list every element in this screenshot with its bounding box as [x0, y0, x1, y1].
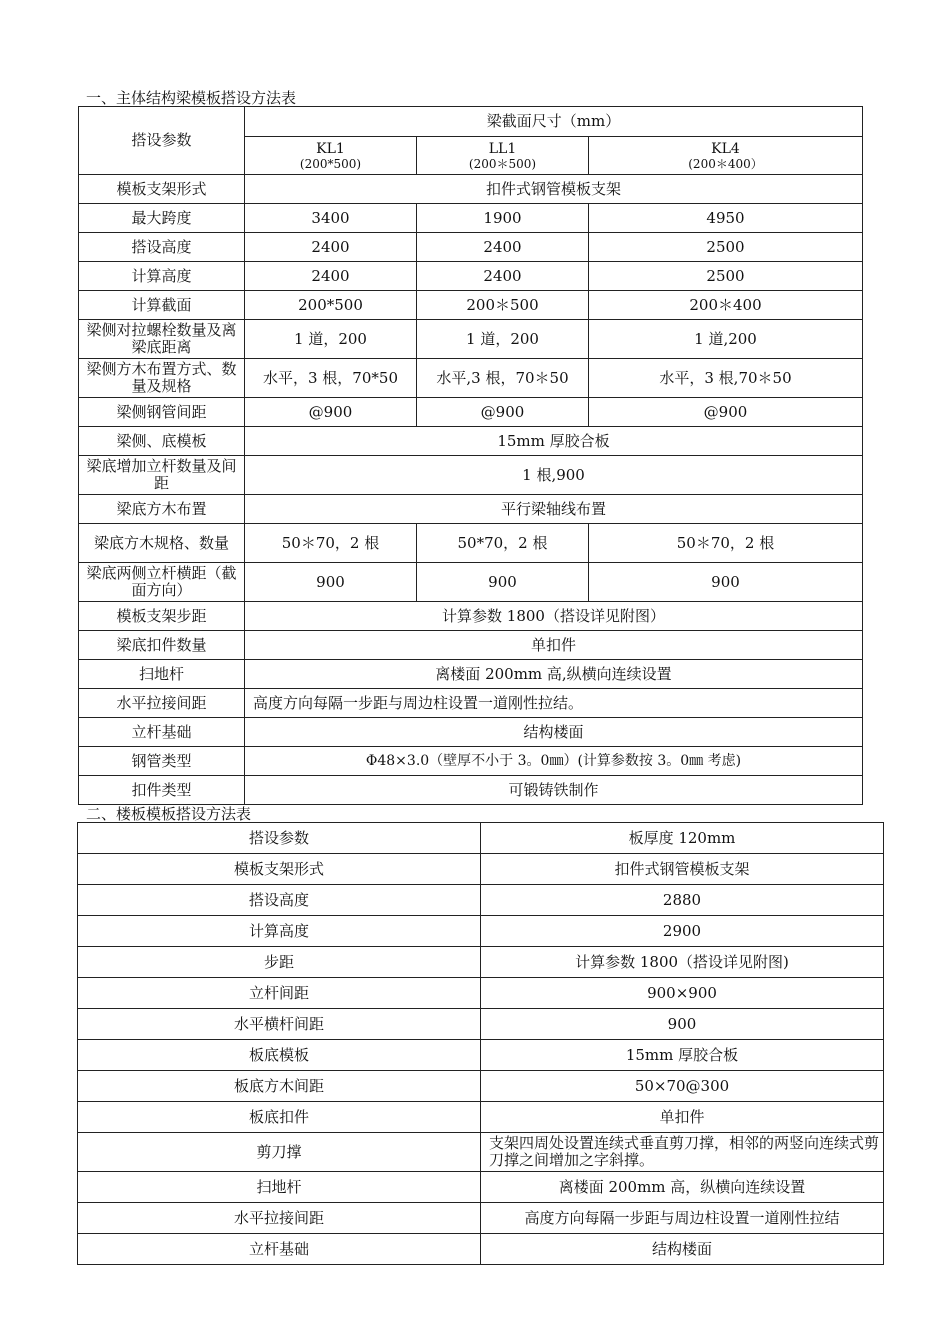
row-label: 梁侧、底模板 — [79, 427, 245, 456]
row-label: 最大跨度 — [79, 204, 245, 233]
cell-value: 900 — [417, 563, 589, 602]
param-header: 搭设参数 — [79, 107, 245, 175]
cell-value: 水平,3 根，70＊50 — [417, 359, 589, 398]
cell-value: 2400 — [417, 233, 589, 262]
row-label: 钢管类型 — [79, 747, 245, 776]
size-header: 梁截面尺寸（mm） — [245, 107, 863, 137]
row-value: 2880 — [481, 885, 884, 916]
row-span-value: 单扣件 — [245, 631, 863, 660]
cell-value: 水平，3 根,70＊50 — [589, 359, 863, 398]
row-label: 立杆间距 — [78, 978, 481, 1009]
cell-value: 200＊500 — [417, 291, 589, 320]
row-label: 剪刀撑 — [78, 1133, 481, 1172]
cell-value: 50＊70，2 根 — [589, 524, 863, 563]
section1-title: 一、主体结构梁模板搭设方法表 — [86, 89, 297, 107]
row-label: 板底模板 — [78, 1040, 481, 1071]
row-label: 扫地杆 — [78, 1172, 481, 1203]
row-span-value: 离楼面 200mm 高,纵横向连续设置 — [245, 660, 863, 689]
cell-value: 900 — [245, 563, 417, 602]
row-label: 扣件类型 — [79, 776, 245, 805]
row-value: 扣件式钢管模板支架 — [481, 854, 884, 885]
row-label: 模板支架形式 — [79, 175, 245, 204]
row-value: 板厚度 120mm — [481, 823, 884, 854]
cell-value: 50*70，2 根 — [417, 524, 589, 563]
row-label: 模板支架形式 — [78, 854, 481, 885]
cell-value: @900 — [589, 398, 863, 427]
cell-value: 2400 — [245, 233, 417, 262]
cell-value: 2500 — [589, 233, 863, 262]
row-value: 结构楼面 — [481, 1234, 884, 1265]
row-label: 立杆基础 — [78, 1234, 481, 1265]
cell-value: 3400 — [245, 204, 417, 233]
row-value: 900 — [481, 1009, 884, 1040]
cell-value: 200＊400 — [589, 291, 863, 320]
row-value: 50×70@300 — [481, 1071, 884, 1102]
row-span-value: 高度方向每隔一步距与周边柱设置一道刚性拉结。 — [245, 689, 863, 718]
cell-value: 1 道，200 — [245, 320, 417, 359]
cell-value: @900 — [417, 398, 589, 427]
row-label: 搭设高度 — [78, 885, 481, 916]
row-span-value: 1 根,900 — [245, 456, 863, 495]
row-span-value: Φ48×3.0（壁厚不小于 3。0㎜）(计算参数按 3。0㎜ 考虑) — [245, 747, 863, 776]
cell-value: @900 — [245, 398, 417, 427]
row-span-value: 平行梁轴线布置 — [245, 495, 863, 524]
row-label: 板底方木间距 — [78, 1071, 481, 1102]
row-label: 板底扣件 — [78, 1102, 481, 1133]
row-span-value: 结构楼面 — [245, 718, 863, 747]
row-label: 扫地杆 — [79, 660, 245, 689]
cell-value: 水平，3 根，70*50 — [245, 359, 417, 398]
row-label: 梁底方木布置 — [79, 495, 245, 524]
row-span-value: 15mm 厚胶合板 — [245, 427, 863, 456]
row-label: 计算截面 — [79, 291, 245, 320]
row-value: 计算参数 1800（搭设详见附图) — [481, 947, 884, 978]
row-span-value: 扣件式钢管模板支架 — [245, 175, 863, 204]
row-label: 搭设高度 — [79, 233, 245, 262]
row-label: 梁底两侧立杆横距（截面方向） — [79, 563, 245, 602]
row-label: 水平拉接间距 — [78, 1203, 481, 1234]
row-label: 计算高度 — [78, 916, 481, 947]
cell-value: 4950 — [589, 204, 863, 233]
cell-value: 2400 — [245, 262, 417, 291]
cell-value: 2500 — [589, 262, 863, 291]
column-kl1: KL1 (200*500) — [245, 137, 417, 175]
row-label: 梁底增加立杆数量及间距 — [79, 456, 245, 495]
cell-value: 50＊70，2 根 — [245, 524, 417, 563]
row-label: 梁底方木规格、数量 — [79, 524, 245, 563]
cell-value: 200*500 — [245, 291, 417, 320]
row-span-value: 可锻铸铁制作 — [245, 776, 863, 805]
row-label: 梁侧钢管间距 — [79, 398, 245, 427]
row-value: 2900 — [481, 916, 884, 947]
row-span-value: 计算参数 1800（搭设详见附图） — [245, 602, 863, 631]
row-value: 单扣件 — [481, 1102, 884, 1133]
row-value: 900×900 — [481, 978, 884, 1009]
cell-value: 2400 — [417, 262, 589, 291]
row-label: 水平横杆间距 — [78, 1009, 481, 1040]
cell-value: 1 道，200 — [417, 320, 589, 359]
cell-value: 1900 — [417, 204, 589, 233]
column-kl4: KL4 (200＊400） — [589, 137, 863, 175]
row-label: 搭设参数 — [78, 823, 481, 854]
cell-value: 900 — [589, 563, 863, 602]
section2-title: 二、楼板模板搭设方法表 — [86, 805, 252, 823]
row-value: 15mm 厚胶合板 — [481, 1040, 884, 1071]
row-label: 计算高度 — [79, 262, 245, 291]
beam-formwork-table — [78, 106, 863, 805]
column-ll1: LL1 (200＊500) — [417, 137, 589, 175]
row-value: 支架四周处设置连续式垂直剪刀撑，相邻的两竖向连续式剪刀撑之间增加之字斜撑。 — [481, 1133, 884, 1172]
row-label: 梁底扣件数量 — [79, 631, 245, 660]
row-label: 水平拉接间距 — [79, 689, 245, 718]
row-label: 梁侧方木布置方式、数量及规格 — [79, 359, 245, 398]
row-label: 步距 — [78, 947, 481, 978]
row-value: 高度方向每隔一步距与周边柱设置一道刚性拉结 — [481, 1203, 884, 1234]
row-label: 梁侧对拉螺栓数量及离梁底距离 — [79, 320, 245, 359]
row-label: 模板支架步距 — [79, 602, 245, 631]
row-value: 离楼面 200mm 高，纵横向连续设置 — [481, 1172, 884, 1203]
cell-value: 1 道,200 — [589, 320, 863, 359]
slab-formwork-table — [77, 822, 884, 1265]
row-label: 立杆基础 — [79, 718, 245, 747]
